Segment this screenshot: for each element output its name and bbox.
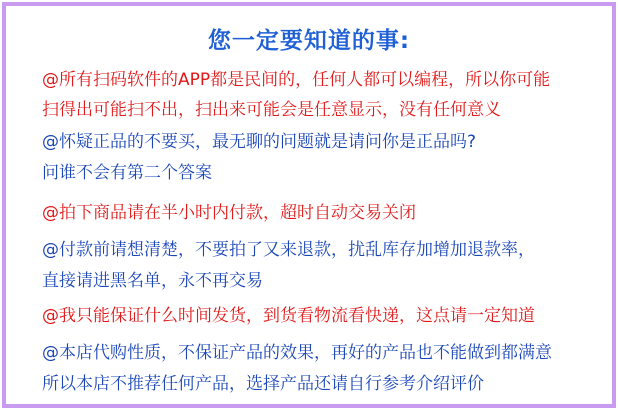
notice-line-3: @怀疑正品的不要买，最无聊的问题就是请问你是正品吗? [42, 132, 477, 152]
notice-line-6: @付款前请想清楚，不要拍了又来退款，扰乱库存加增加退款率， [42, 240, 535, 260]
notice-line-5: @拍下商品请在半小时内付款，超时自动交易关闭 [42, 203, 416, 223]
notice-line-7: 直接请进黑名单，永不再交易 [42, 271, 263, 291]
notice-line-10: 所以本店不推荐任何产品，选择产品还请自行参考介绍评价 [42, 374, 484, 394]
notice-line-8: @我只能保证什么时间发货，到货看物流看快递，这点请一定知道 [42, 306, 535, 326]
notice-frame [2, 2, 616, 408]
notice-line-2: 扫得出可能扫不出，扫出来可能会是任意显示，没有任何意义 [42, 100, 501, 120]
notice-title: 您一定要知道的事: [207, 28, 411, 54]
notice-line-1: @所有扫码软件的APP都是民间的，任何人都可以编程，所以你可能 [42, 70, 551, 90]
notice-line-9: @本店代购性质，不保证产品的效果，再好的产品也不能做到都满意 [42, 343, 552, 363]
notice-line-4: 问谁不会有第二个答案 [42, 163, 212, 183]
